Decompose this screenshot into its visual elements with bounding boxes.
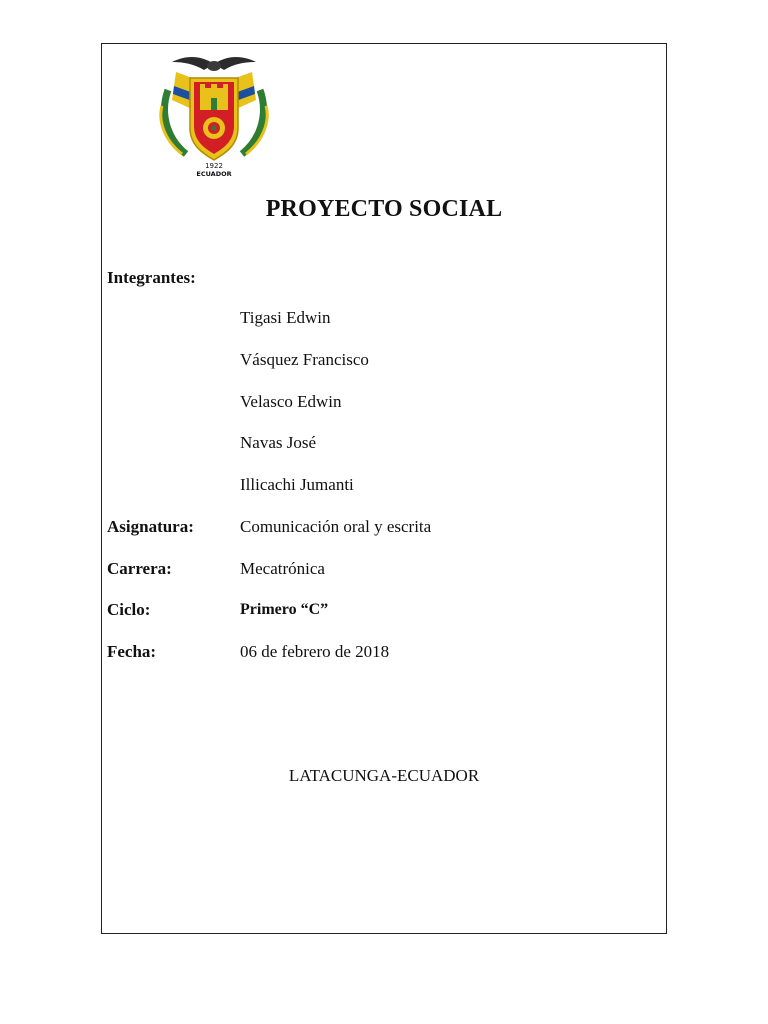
- subject-label: Asignatura:: [107, 517, 194, 536]
- cycle-value: Primero “C”: [240, 601, 329, 618]
- crest-year: 1922: [205, 162, 223, 170]
- member-name: Navas José: [240, 433, 317, 452]
- career-value: Mecatrónica: [240, 559, 325, 578]
- member-name: Tigasi Edwin: [240, 308, 331, 327]
- date-value: 06 de febrero de 2018: [240, 642, 390, 661]
- university-crest-logo: [154, 50, 274, 178]
- member-name: Velasco Edwin: [240, 392, 342, 411]
- location-footer: LATACUNGA-ECUADOR: [288, 766, 480, 785]
- member-name: Illicachi Jumanti: [240, 475, 354, 494]
- document-page: [101, 43, 667, 934]
- subject-value: Comunicación oral y escrita: [240, 517, 432, 536]
- cycle-label: Ciclo:: [107, 600, 151, 619]
- members-label: Integrantes:: [107, 268, 196, 287]
- document-title: PROYECTO SOCIAL: [265, 196, 503, 222]
- crest-country: ECUADOR: [196, 170, 232, 178]
- member-name: Vásquez Francisco: [240, 350, 369, 369]
- career-label: Carrera:: [107, 559, 172, 578]
- date-label: Fecha:: [107, 642, 157, 661]
